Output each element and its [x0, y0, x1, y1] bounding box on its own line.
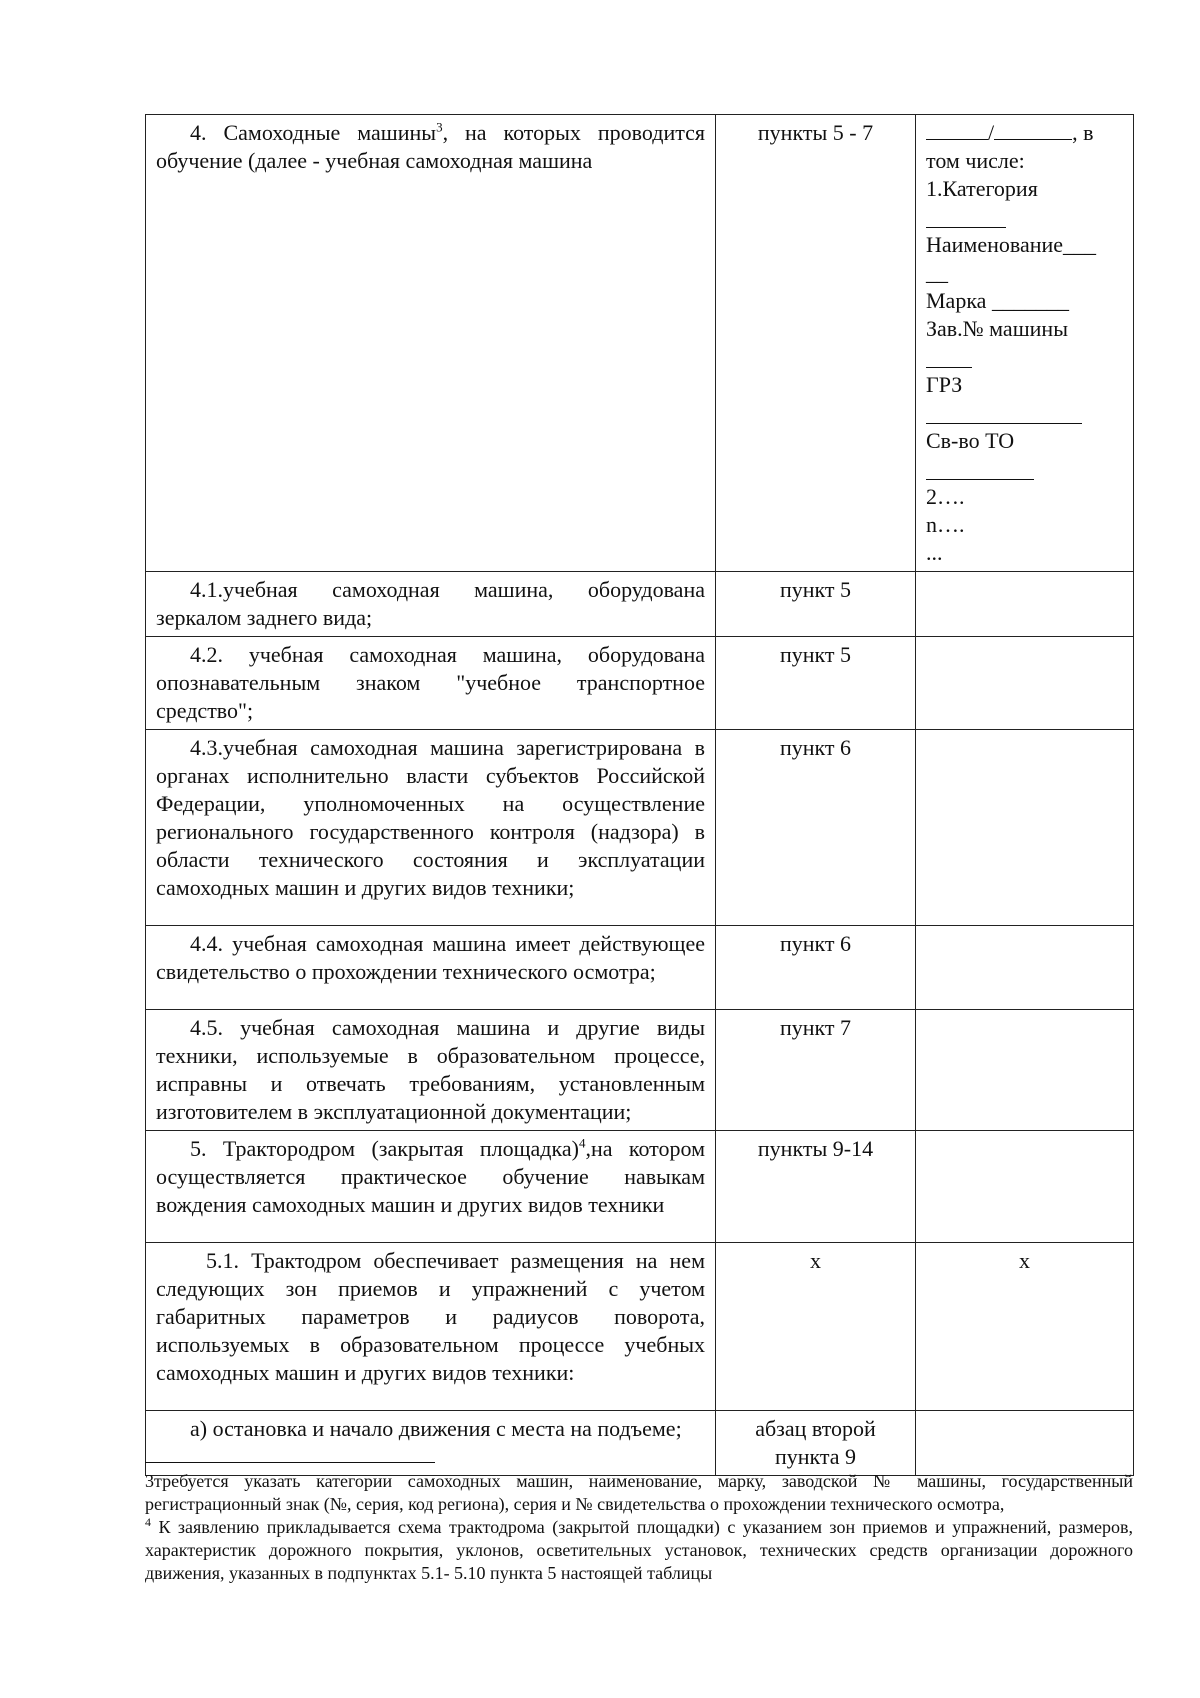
fill-in-cell[interactable] [916, 115, 1134, 572]
row-reference: пункт 5 [716, 572, 916, 637]
blank-line[interactable] [926, 343, 1123, 371]
fill-in-cell[interactable] [916, 730, 1134, 926]
table-row [146, 1411, 1134, 1476]
fill-line: Св-во ТО [926, 428, 1015, 453]
table-row [146, 1010, 1134, 1131]
fill-line: n…. [926, 512, 965, 537]
requirements-table [145, 114, 1134, 1476]
fill-in-cell: x [916, 1243, 1134, 1411]
row-description: 4.4. учебная самоходная машина имеет действующее свидетельство о прохождении технического осмотра; [146, 926, 716, 1010]
fill-line: 2…. [926, 484, 965, 509]
table-row [146, 926, 1134, 1010]
row-description: 4.1.учебная самоходная машина, оборудована зеркалом заднего вида; [146, 572, 716, 637]
table-row [146, 115, 1134, 572]
row-description: 4. Самоходные машины$^3$, на которых проводится обучение (далее - учебная самоходная машина [146, 115, 716, 572]
blank-line[interactable] [926, 455, 1123, 483]
row-description: а) остановка и начало движения с места на подъеме; [146, 1411, 716, 1476]
row-description: 4.5. учебная самоходная машина и другие виды техники, используемые в образовательном процессе, исправны и отвечать требованиям, установленным изготовителем в эксплуатационной документации; [146, 1010, 716, 1131]
footnote-ref[interactable]: 3 [436, 119, 443, 135]
footnote-3: 3требуется указать категории самоходных машин, наименование, марку, заводской № машины, государственный регистрационный знак (№, серия, код региона), серия и № свидетельства о прохождении технического осмотра, [145, 1471, 1133, 1514]
fill-in-cell[interactable] [916, 926, 1134, 1010]
fill-in-cell[interactable] [916, 1010, 1134, 1131]
row-reference: x [716, 1243, 916, 1411]
table-row [146, 1243, 1134, 1411]
footnote-ref[interactable]: 4 [578, 1135, 586, 1151]
fill-line: 1.Категория [926, 176, 1038, 201]
fill-line: Наименование___ [926, 232, 1097, 257]
row-description: 5.1. Трактодром обеспечивает размещения на нем следующих зон приемов и упражнений с учетом габаритных параметров и радиусов поворота, используемых в образовательном процессе учебных самоходных машин и других видов техники: [146, 1243, 716, 1411]
table-row [146, 637, 1134, 730]
row-reference: пункты 5 - 7 [716, 115, 916, 572]
row-reference: пункт 6 [716, 730, 916, 926]
fill-line: __ [926, 260, 948, 285]
fill-in-cell[interactable] [916, 637, 1134, 730]
row-description: 4.3.учебная самоходная машина зарегистрирована в органах исполнительно власти субъектов Российской Федерации, уполномоченных на осуществление регионального государственного контроля (надзора) в области технического состояния и эксплуатации самоходных машин и других видов техники; [146, 730, 716, 926]
blank-line[interactable] [926, 399, 1123, 427]
row-reference: абзац второй пункта 9 [716, 1411, 916, 1476]
row-reference: пункт 5 [716, 637, 916, 730]
fill-line: Марка _______ [926, 288, 1069, 313]
row-reference: пункт 7 [716, 1010, 916, 1131]
fill-line: Зав.№ машины [926, 316, 1068, 341]
row-description: 4.2. учебная самоходная машина, оборудована опознавательным знаком "учебное транспортное средство"; [146, 637, 716, 730]
row-reference: пункт 6 [716, 926, 916, 1010]
fill-in-cell[interactable] [916, 1411, 1134, 1476]
footnote-4: $^4$ К заявлению прикладывается схема трактодрома (закрытой площадки) с указанием зон приемов и упражнений, размеров, характеристик дорожного покрытия, уклонов, осветительных установок, технических средств организации дорожного движения, указанных в подпунктах 5.1- 5.10 пункта 5 настоящей таблицы [145, 1515, 1133, 1583]
footnotes [145, 1470, 1133, 1585]
fill-in-cell[interactable] [916, 572, 1134, 637]
fill-line: ГРЗ [926, 372, 963, 397]
fill-line: ... [926, 540, 943, 565]
fill-line: том числе: [926, 148, 1025, 173]
row-description: 5. Трактородром (закрытая площадка)$^4$,на котором осуществляется практическое обучение навыкам вождения самоходных машин и других видов техники [146, 1131, 716, 1243]
table-row [146, 730, 1134, 926]
fill-header: / , в [926, 119, 1123, 147]
table-row [146, 1131, 1134, 1243]
footnote-separator [145, 1462, 435, 1463]
row-reference: пункты 9-14 [716, 1131, 916, 1243]
table-row [146, 572, 1134, 637]
blank-line[interactable] [926, 203, 1123, 231]
fill-in-cell[interactable] [916, 1131, 1134, 1243]
